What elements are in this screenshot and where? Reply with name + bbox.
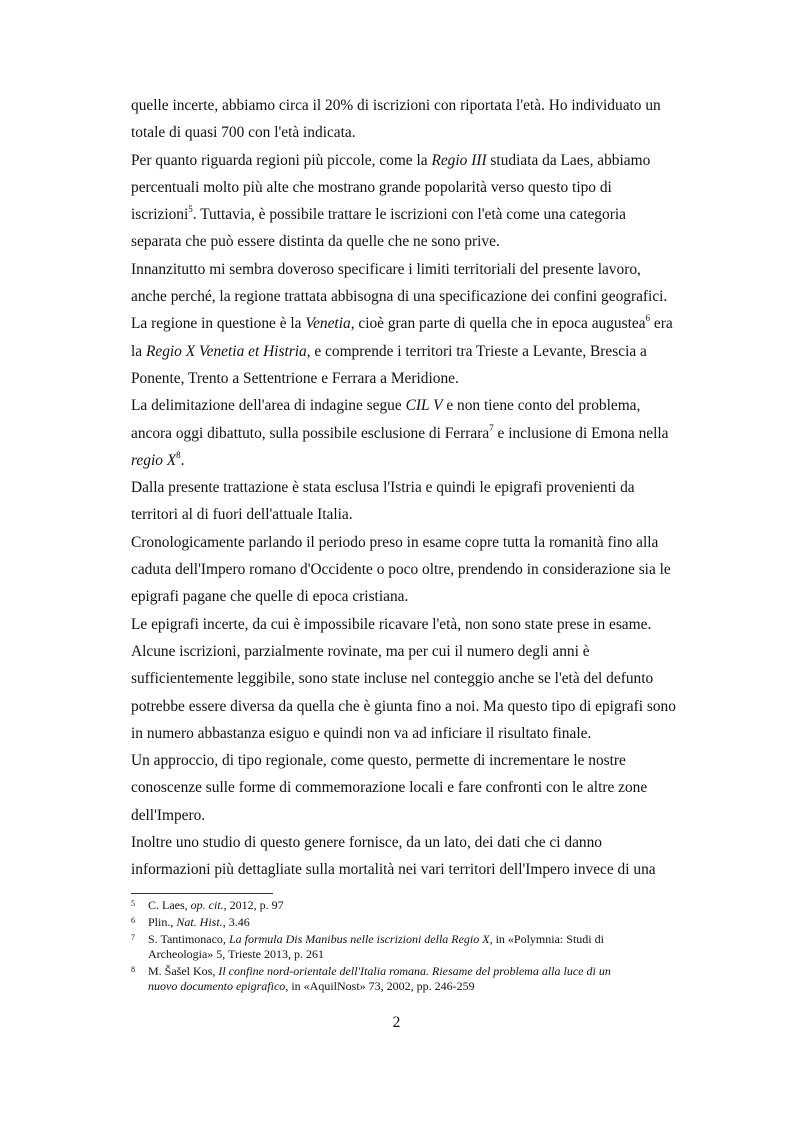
- footnote-reference: 8: [176, 449, 181, 460]
- text-line: [131, 201, 691, 228]
- footnote-text: [148, 898, 691, 913]
- text-run: territori al di fuori dell'attuale Italia.: [131, 506, 353, 524]
- footnote-reference: 5: [188, 204, 193, 215]
- text-line: [131, 856, 691, 883]
- text-run: era: [650, 315, 673, 333]
- page-number: 2: [392, 1014, 401, 1031]
- text-run: Cronologicamente parlando il periodo preso in esame copre tutta la romanità fino alla: [131, 533, 659, 551]
- footnote: [131, 915, 691, 930]
- text-line: [131, 529, 691, 556]
- text-run: C. Laes,: [148, 898, 191, 912]
- footnote-text: [148, 915, 691, 930]
- text-run: iscrizioni: [131, 206, 189, 224]
- text-run: Ponente, Trento a Settentrione e Ferrara a Meridione.: [131, 369, 459, 387]
- text-line: [131, 310, 691, 337]
- text-run: ancora oggi dibattuto, sulla possibile esclusione di Ferrara: [131, 424, 490, 442]
- text-run: dell'Impero.: [131, 806, 206, 824]
- text-run: in numero abbastanza esiguo e quindi non va ad inficiare il risultato finale.: [131, 724, 592, 742]
- italic-text: nuovo documento epigrafico: [148, 979, 286, 993]
- text-run: Le epigrafi incerte, da cui è impossibile ricavare l'età, non sono state prese in esame.: [131, 615, 652, 633]
- text-run: totale di quasi 700 con l'età indicata.: [131, 124, 356, 142]
- text-run: anche perché, la regione trattata abbisogna di una specificazione dei confini geografici.: [131, 288, 668, 306]
- text-line: [131, 501, 691, 528]
- text-run: , in «AquilNost» 73, 2002, pp. 246-259: [285, 979, 475, 993]
- footnote-line: [148, 932, 691, 947]
- text-run: La regione in questione è la: [131, 315, 306, 333]
- text-line: [131, 392, 691, 419]
- italic-text: CIL V: [405, 397, 443, 415]
- text-run: Plin.,: [148, 915, 177, 929]
- text-line: [131, 174, 691, 201]
- text-line: [131, 583, 691, 610]
- text-run: la: [131, 342, 146, 360]
- text-run: Innanzitutto mi sembra doveroso specificare i limiti territoriali del presente lavoro,: [131, 260, 641, 278]
- text-run: . Tuttavia, è possibile trattare le iscrizioni con l'età come una categoria: [192, 206, 626, 224]
- italic-text: op. cit.: [190, 898, 224, 912]
- footnote-line: [148, 979, 691, 994]
- text-run: M. Šašel Kos,: [148, 964, 219, 978]
- body-text: [131, 92, 691, 884]
- text-line: [131, 638, 691, 665]
- footnote-number: 5: [131, 899, 135, 908]
- text-run: Per quanto riguarda regioni più piccole, come la: [131, 151, 432, 169]
- italic-text: Nat. Hist.: [176, 915, 223, 929]
- text-line: [131, 92, 691, 119]
- text-line: [131, 720, 691, 747]
- text-run: e non tiene conto del problema,: [442, 397, 641, 415]
- footnote-line: [148, 947, 691, 962]
- text-run: sufficientemente leggibile, sono state incluse nel conteggio anche se l'età del defunto: [131, 670, 654, 688]
- footnote-line: [148, 915, 691, 930]
- text-run: La delimitazione dell'area di indagine segue: [131, 397, 406, 415]
- text-run: potrebbe essere diversa da quella che è giunta fino a noi. Ma questo tipo di epigrafi sono: [131, 697, 676, 715]
- text-run: , in «Polymnia: Studi di: [489, 932, 604, 946]
- text-line: [131, 447, 691, 474]
- footnote-number: 8: [131, 965, 135, 974]
- text-run: Inoltre uno studio di questo genere fornisce, da un lato, dei dati che ci danno: [131, 834, 602, 852]
- text-run: percentuali molto più alte che mostrano grande popolarità verso questo tipo di: [131, 178, 612, 196]
- footnote-number: 6: [131, 916, 135, 925]
- text-run: caduta dell'Impero romano d'Occidente o poco oltre, prendendo in considerazione sia le: [131, 561, 671, 579]
- text-run: , 3.46: [222, 915, 250, 929]
- footnote-text: [148, 964, 691, 994]
- footnote-reference: 7: [489, 422, 494, 433]
- text-line: [131, 611, 691, 638]
- text-line: [131, 693, 691, 720]
- text-line: [131, 474, 691, 501]
- text-line: [131, 802, 691, 829]
- footnote-text: [148, 932, 691, 962]
- text-run: epigrafi pagane che quelle di epoca cristiana.: [131, 588, 409, 606]
- text-run: Archeologia» 5, Trieste 2013, p. 261: [148, 947, 324, 961]
- footnote-number: 7: [131, 933, 135, 942]
- text-run: Un approccio, di tipo regionale, come questo, permette di incrementare le nostre: [131, 752, 626, 770]
- text-line: [131, 228, 691, 255]
- text-line: [131, 283, 691, 310]
- footnote: [131, 964, 691, 994]
- italic-text: Regio III: [431, 151, 487, 169]
- text-run: e inclusione di Emona nella: [493, 424, 669, 442]
- text-line: [131, 829, 691, 856]
- text-run: S. Tantimonaco,: [148, 932, 229, 946]
- text-line: [131, 338, 691, 365]
- footnote: [131, 932, 691, 962]
- text-run: .: [180, 451, 185, 469]
- text-run: quelle incerte, abbiamo circa il 20% di iscrizioni con riportata l'età. Ho individuato un: [131, 97, 661, 114]
- text-line: [131, 256, 691, 283]
- text-run: , cioè gran parte di quella che in epoca augustea: [350, 315, 646, 333]
- text-run: , e comprende i territori tra Trieste a Levante, Brescia a: [306, 342, 647, 360]
- text-run: informazioni più dettagliate sulla mortalità nei vari territori dell'Impero invece di una: [131, 861, 656, 879]
- text-run: Dalla presente trattazione è stata esclusa l'Istria e quindi le epigrafi provenienti da: [131, 479, 635, 497]
- text-line: [131, 774, 691, 801]
- footnote-line: [148, 898, 691, 913]
- text-run: Alcune iscrizioni, parzialmente rovinate, ma per cui il numero degli anni è: [131, 642, 590, 660]
- italic-text: Il confine nord-orientale dell'Italia romana. Riesame del problema alla luce di un: [218, 964, 611, 978]
- italic-text: regio X: [131, 451, 177, 469]
- text-line: [131, 147, 691, 174]
- text-line: [131, 420, 691, 447]
- footnote: [131, 898, 691, 913]
- text-line: [131, 556, 691, 583]
- footnote-reference: 6: [645, 313, 651, 324]
- footnotes: [131, 898, 691, 996]
- italic-text: Regio X Venetia et Histria: [145, 342, 307, 360]
- italic-text: La formula Dis Manibus nelle iscrizioni della Regio X: [228, 932, 490, 946]
- text-run: , 2012, p. 97: [223, 898, 284, 912]
- text-line: [131, 119, 691, 146]
- footnote-separator: [131, 893, 273, 894]
- text-run: studiata da Laes, abbiamo: [486, 151, 651, 169]
- text-line: [131, 665, 691, 692]
- italic-text: Venetia: [305, 315, 351, 333]
- text-line: [131, 365, 691, 392]
- text-run: separata che può essere distinta da quelle che ne sono prive.: [131, 233, 500, 251]
- text-line: [131, 747, 691, 774]
- footnote-line: [148, 964, 691, 979]
- text-run: conoscenze sulle forme di commemorazione locali e fare confronti con le altre zone: [131, 779, 648, 797]
